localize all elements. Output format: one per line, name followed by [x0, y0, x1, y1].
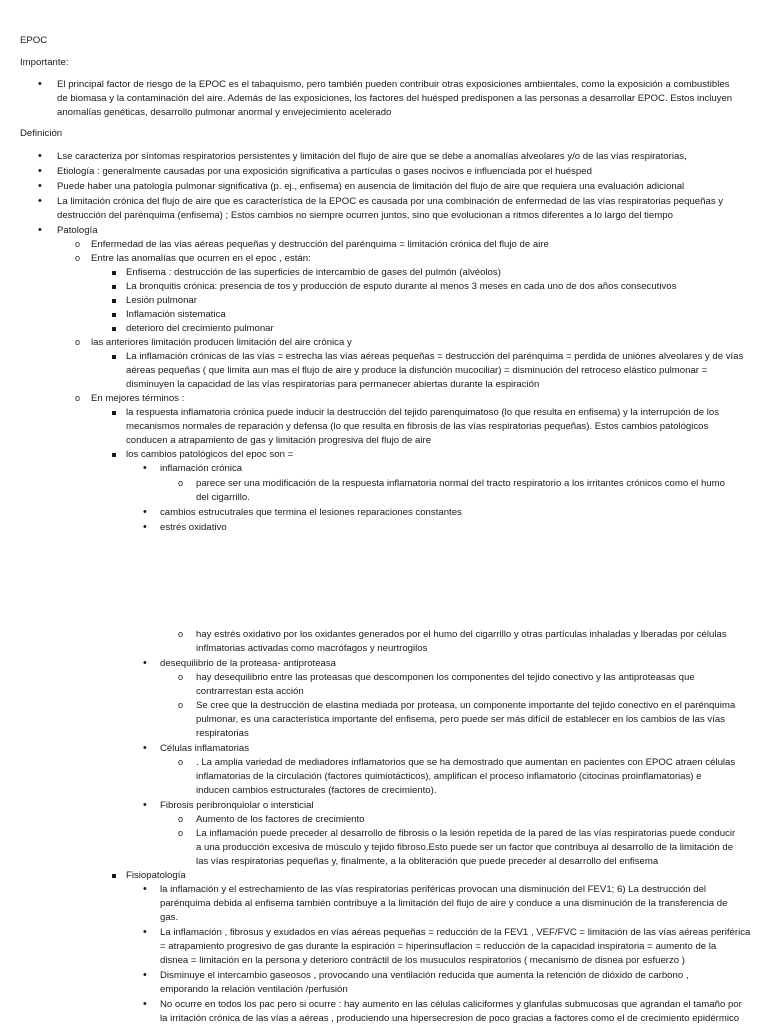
fisio-line: gas.: [160, 912, 179, 923]
fisio-line: emporando la relación ventilación /perfusión: [160, 984, 348, 995]
circle-bullet-icon: o: [178, 629, 184, 639]
bullet-icon: •: [143, 883, 147, 895]
cambios-patologicos-item: los cambios patológicos del epoc son =: [126, 449, 294, 460]
cambio-detail-line: La inflamación puede preceder al desarrollo de fibrosis o la lesión repetida de la pared de las vías respiratorias puede conducir: [196, 828, 736, 839]
bullet-icon: •: [143, 969, 147, 981]
cambio-item: inflamación crónica: [160, 463, 243, 474]
inflamacion-line: La inflamación crónicas de las vías = estrecha las vías aéreas pequeñas = destrucción del parénquima = perdida de uniónes alveolares y de vías: [126, 351, 744, 362]
square-bullet-icon: [112, 411, 116, 415]
bullet-icon: •: [143, 926, 147, 938]
bullet-icon: •: [143, 506, 147, 518]
circle-bullet-icon: o: [75, 239, 81, 249]
anomalia-item: deterioro del crecimiento pulmonar: [126, 323, 274, 334]
square-bullet-icon: [112, 355, 116, 359]
cambio-detail-line: inflamatorias de la circulación (factores quimiotácticos), amplifican el proceso inflamatorio (citocinas proinflamatorias) e: [196, 771, 702, 782]
definicion-item-patologia: Patología: [57, 225, 98, 236]
cambio-item: Células inflamatorias: [160, 743, 250, 754]
fisio-line: No ocurre en todos los pac pero si ocurre : hay aumento en las células caliciformes y glanfulas submucosas que agrandan el tamaño por: [160, 999, 742, 1010]
bullet-icon: •: [143, 657, 147, 669]
definicion-item: Lse caracteriza por síntomas respiratorios persistentes y limitación del flujo de aire que se debe a anomalías alveolares y/o de las vías respiratorias,: [57, 151, 687, 162]
mejores-terminos-line: la respuesta inflamatoria crónica puede inducir la destrucción del tejido parenquimatoso (lo que resulta en enfisema) y la interrupción de los: [126, 407, 720, 418]
bullet-icon: •: [38, 180, 42, 192]
patologia-item: En mejores términos :: [91, 393, 185, 404]
cambio-detail-line: las vías respiratorias pequeñas y, finalmente, a la obliteración que puede preceder al desarrollo del enfisema: [196, 856, 659, 867]
circle-bullet-icon: o: [178, 700, 184, 710]
section-heading-definicion: Definición: [20, 128, 63, 139]
cambio-item: cambios estrucutrales que termina el lesiones reparaciones constantes: [160, 507, 462, 518]
cambio-detail-line: contrarrestan esta acción: [196, 686, 304, 697]
cambio-detail-line: inducen cambios estructurales (factores de crecimiento).: [196, 785, 437, 796]
circle-bullet-icon: o: [75, 337, 81, 347]
inflamacion-line: disminuyen la capacidad de las vías respiratorias para permanecer abiertas durante la espiración: [126, 379, 540, 390]
square-bullet-icon: [112, 299, 116, 303]
patologia-item: Enfermedad de las vías aéreas pequeñas y destrucción del parénquima = limitación crónica del flujo de aire: [91, 239, 549, 250]
fisio-line: Disminuye el intercambio gaseosos , provocando una ventilación reducida que aumenta la retención de dióxido de carbono ,: [160, 970, 689, 981]
square-bullet-icon: [112, 453, 116, 457]
circle-bullet-icon: o: [75, 253, 81, 263]
circle-bullet-icon: o: [178, 478, 184, 488]
importante-line: de biomasa y la contaminación del aire. Además de las exposiciones, los factores del huésped predisponen a las personas a desarrollar EPOC. Estos incluyen: [57, 93, 733, 104]
circle-bullet-icon: o: [75, 393, 81, 403]
cambio-detail-line: hay estrés oxidativo por los oxidantes generados por el humo del cigarrillo y otras partículas inhaladas y lberadas por células: [196, 629, 727, 640]
anomalia-item: Lesión pulmonar: [126, 295, 197, 306]
mejores-terminos-line: conducen a atrapamiento de gas y limitación progresiva del flujo de aire: [126, 435, 432, 446]
anomalia-item: La bronquitis crónica: presencia de tos y producción de esputo durante al menos 3 meses en cada uno de dos años consecutivos: [126, 281, 677, 292]
section-heading-importante: Importante:: [20, 57, 69, 68]
bullet-icon: •: [38, 78, 42, 90]
cambio-detail-line: pulmonar, es una característica importante del enfisema, pero puede ser más difícil de establecer en los cambios de las vías: [196, 714, 725, 725]
bullet-icon: •: [38, 150, 42, 162]
document-title: EPOC: [20, 35, 48, 46]
fisio-line: la inflamación y el estrechamiento de las vías respiratorias periféricas provocan una disminución del FEV1; 6) La destrucción del: [160, 884, 707, 895]
mejores-terminos-line: mecanismos normales de reparación y defensa (lo que resulta en fibrosis de las vías respiratorias pequeñas). Estos cambios patológicos: [126, 421, 709, 432]
fisiopatologia-heading: Fisiopatología: [126, 870, 186, 881]
circle-bullet-icon: o: [178, 828, 184, 838]
definicion-item: La limitación crónica del flujo de aire que es característica de la EPOC es causada por una combinación de enfermedad de las vías respiratorias pequeñas y: [57, 196, 724, 207]
square-bullet-icon: [112, 874, 116, 878]
square-bullet-icon: [112, 285, 116, 289]
bullet-icon: •: [143, 998, 147, 1010]
patologia-item: las anteriores limitación producen limitación del aire crónica y: [91, 337, 352, 348]
circle-bullet-icon: o: [178, 757, 184, 767]
cambio-detail-line: Aumento de los factores de crecimiento: [196, 814, 365, 825]
definicion-item: Etiología : generalmente causadas por una exposición significativa a partículas o gases nocivos e influenciada por el huésped: [57, 166, 592, 177]
cambio-detail-line: hay desequilibrio entre las proteasas que descomponen los componentes del tejido conectivo y las antiproteasas que: [196, 672, 695, 683]
bullet-icon: •: [38, 165, 42, 177]
bullet-icon: •: [143, 799, 147, 811]
fisio-line: la irritación crónica de las vías a aéreas , produciendo una hipersecresion de poco gracias a factores como el de crecimiento epidérmico: [160, 1013, 740, 1024]
patologia-item: Entre las anomalías que ocurren en el epoc , están:: [91, 253, 311, 264]
square-bullet-icon: [112, 327, 116, 331]
bullet-icon: •: [38, 195, 42, 207]
fisio-line: La inflamación , fibrosus y exudados en vías aéreas pequeñas = reducción de la FEV1 , VEF/FVC = limitación de las vías aéreas periférica: [160, 927, 751, 938]
cambio-detail-line: Se cree que la destrucción de elastina mediada por proteasa, un componente importante del tejido conectivo en el parénquima: [196, 700, 736, 711]
cambio-detail-line: respiratorias: [196, 728, 249, 739]
cambio-detail-line: del cigarrillo.: [196, 492, 250, 503]
definicion-item: destrucción del parénquima (enfisema) ; Estos cambios no siempre ocurren juntos, sino que evolucionan a ritmos diferentes a lo largo del tiempo: [57, 210, 673, 221]
fisio-line: parénquima debida al enfisema también contribuye a la limitación del flujo de aire y conduce a una disminución de la transferencia de: [160, 898, 728, 909]
importante-line: anomalías genéticas, desarrollo pulmonar anormal y envejecimiento acelerado: [57, 107, 392, 118]
circle-bullet-icon: o: [178, 672, 184, 682]
cambio-detail-line: parece ser una modificación de la respuesta inflamatoria normal del tracto respiratorio a los irritantes crónicos como el humo: [196, 478, 725, 489]
circle-bullet-icon: o: [178, 814, 184, 824]
square-bullet-icon: [112, 271, 116, 275]
bullet-icon: •: [143, 462, 147, 474]
cambio-detail-line: . La amplia variedad de mediadores inflamatorios que se ha demostrado que aumentan en pacientes con EPOC atraen células: [196, 757, 736, 768]
importante-line: El principal factor de riesgo de la EPOC es el tabaquismo, pero también pueden contribuir otras exposiciones ambientales, como la exposición a combustibles: [57, 79, 730, 90]
cambio-item: desequilibrio de la proteasa- antiproteasa: [160, 658, 336, 669]
cambio-detail-line: a una producción excesiva de músculo y tejido fibroso.Esto puede ser un factor que contribuya al desarrollo de la limitación de: [196, 842, 734, 853]
cambio-detail-line: inflmatorias activadas como macrófagos y neurtrogilos: [196, 643, 428, 654]
cambio-item: estrés oxidativo: [160, 522, 227, 533]
inflamacion-line: aéreas pequeñas ( que limita aun mas el flujo de aire y produce la disfunción mucociliar) = disminución del retroceso elástico pulmonar =: [126, 365, 708, 376]
bullet-icon: •: [143, 521, 147, 533]
definicion-item: Puede haber una patología pulmonar significativa (p. ej., enfisema) en ausencia de limitación del flujo de aire que requiera una evaluación adicional: [57, 181, 685, 192]
bullet-icon: •: [38, 224, 42, 236]
fisio-line: = atrapamiento progresivo de gas durante la espiración = hiperinsuflacion = reducción de la capacidad inspiratoria = aumento de la: [160, 941, 717, 952]
anomalia-item: Inflamación sistematica: [126, 309, 226, 320]
square-bullet-icon: [112, 313, 116, 317]
cambio-item: Fibrosis peribronquiolar o intersticial: [160, 800, 314, 811]
anomalia-item: Enfisema : destrucción de las superficies de intercambio de gases del pulmón (alvéolos): [126, 267, 501, 278]
bullet-icon: •: [143, 742, 147, 754]
fisio-line: disnea = limitación en la persona y deterioro contráctil de los musuculos respiratorios ( mecanismo de disnea por esfuerzo ): [160, 955, 685, 966]
